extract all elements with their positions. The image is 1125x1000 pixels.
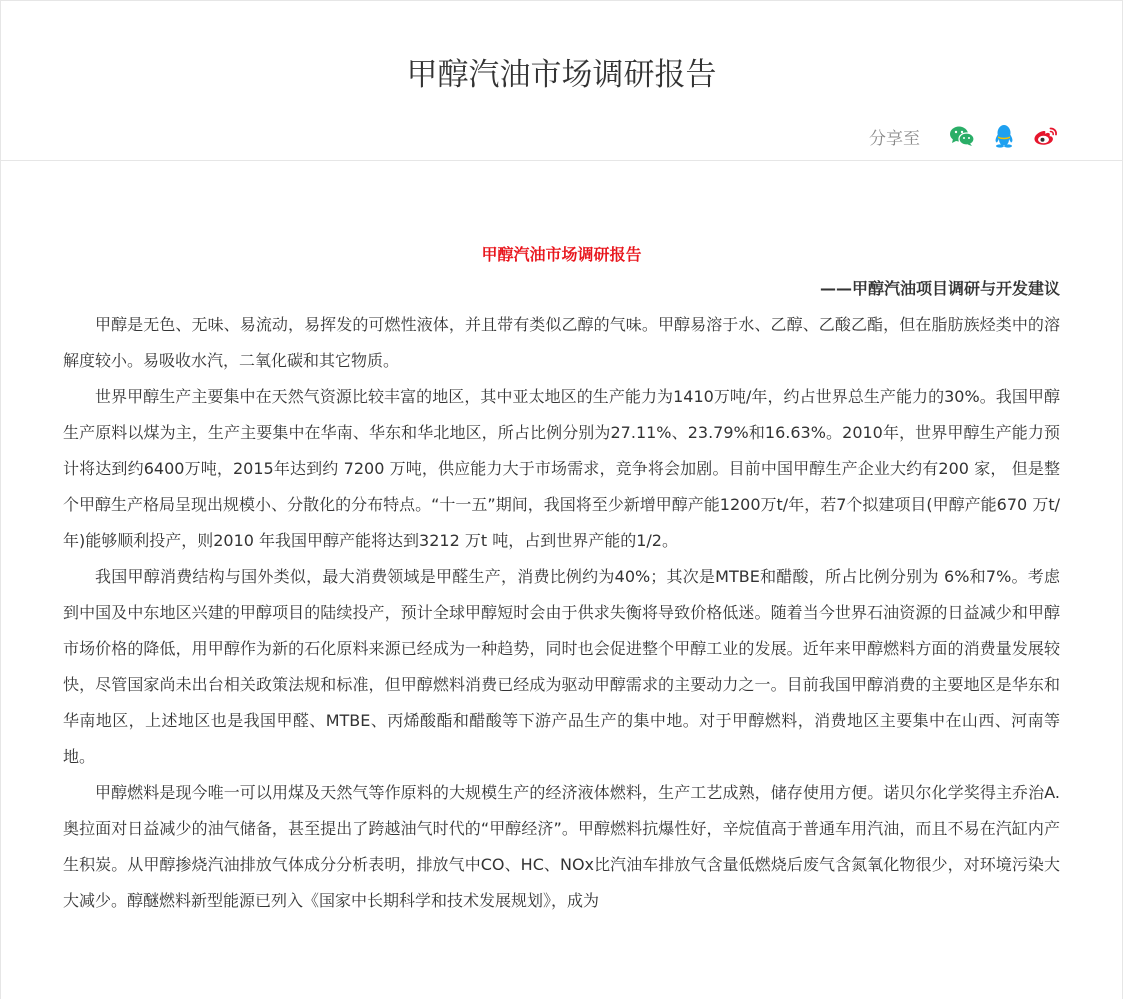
share-bar xyxy=(869,121,1060,151)
page-title: 甲醇汽油市场调研报告 xyxy=(406,57,717,93)
weibo-icon xyxy=(1033,125,1059,147)
article-title: 甲醇汽油市场调研报告 xyxy=(481,245,642,264)
page-header xyxy=(1,1,1122,161)
qq-icon xyxy=(994,124,1014,148)
wechat-share-button[interactable] xyxy=(948,122,976,150)
article-paragraph: 我国甲醇消费结构与国外类似，最大消费领域是甲醛生产，消费比例约为40%；其次是MTBE和醋酸，所占比例分别为 6%和7%。考虑到中国及中东地区兴建的甲醇项目的陆续投产，预计全球甲醇短时会由于供求失衡将导致价格低迷。随着当今世界石油资源的日益减少和甲醇市场价格的降低，用甲醇作为新的石化原料来源已经成为一种趋势，同时也会促进整个甲醇工业的发展。近年来甲醇燃料方面的消费量发展较快，尽管国家尚未出台相关政策法规和标准，但甲醇燃料消费已经成为驱动甲醇需求的主要动力之一。目前我国甲醇消费的主要地区是华东和华南地区，上述地区也是我国甲醛、MTBE、丙烯酸酯和醋酸等下游产品生产的集中地。对于甲醇燃料，消费地区主要集中在山西、河南等地。 xyxy=(63,567,1060,766)
share-label: 分享至 xyxy=(869,128,920,149)
article-paragraph: 甲醇燃料是现今唯一可以用煤及天然气等作原料的大规模生产的经济液体燃料，生产工艺成熟，储存使用方便。诺贝尔化学奖得主乔治A.奥拉面对日益减少的油气储备，甚至提出了跨越油气时代的“甲醇经济”。甲醇燃料抗爆性好，辛烷值高于普通车用汽油，而且不易在汽缸内产生积炭。从甲醇掺烧汽油排放气体成分分析表明，排放气中CO、HC、NOx比汽油车排放气含量低燃烧后废气含氮氧化物很少，对环境污染大大减少。醇醚燃料新型能源已列入《国家中长期科学和技术发展规划》，成为 xyxy=(63,783,1060,910)
qq-share-button[interactable] xyxy=(990,122,1018,150)
weibo-share-button[interactable] xyxy=(1032,122,1060,150)
article-paragraph: 世界甲醇生产主要集中在天然气资源比较丰富的地区，其中亚太地区的生产能力为1410万吨/年，约占世界总生产能力的30%。我国甲醇生产原料以煤为主，生产主要集中在华南、华东和华北地区，所占比例分别为27.11%、23.79%和16.63%。2010年，世界甲醇生产能力预计将达到约6400万吨，2015年达到约 7200 万吨，供应能力大于市场需求，竞争将会加剧。目前中国甲醇生产企业大约有200 家， 但是整个甲醇生产格局呈现出规模小、分散化的分布特点。“十一五”期间，我国将至少新增甲醇产能1200万t/年，若7个拟建项目(甲醇产能670 万t/年)能够顺利投产，则2010 年我国甲醇产能将达到3212 万t 吨，占到世界产能的1/2。 xyxy=(63,387,1060,550)
wechat-icon xyxy=(949,125,975,147)
article-body xyxy=(1,161,1122,919)
article-subtitle: ——甲醇汽油项目调研与开发建议 xyxy=(819,279,1060,298)
article-paragraph: 甲醇是无色、无味、易流动，易挥发的可燃性液体，并且带有类似乙醇的气味。甲醇易溶于水、乙醇、乙酸乙酯，但在脂肪族烃类中的溶解度较小。易吸收水汽，二氧化碳和其它物质。 xyxy=(63,315,1060,370)
